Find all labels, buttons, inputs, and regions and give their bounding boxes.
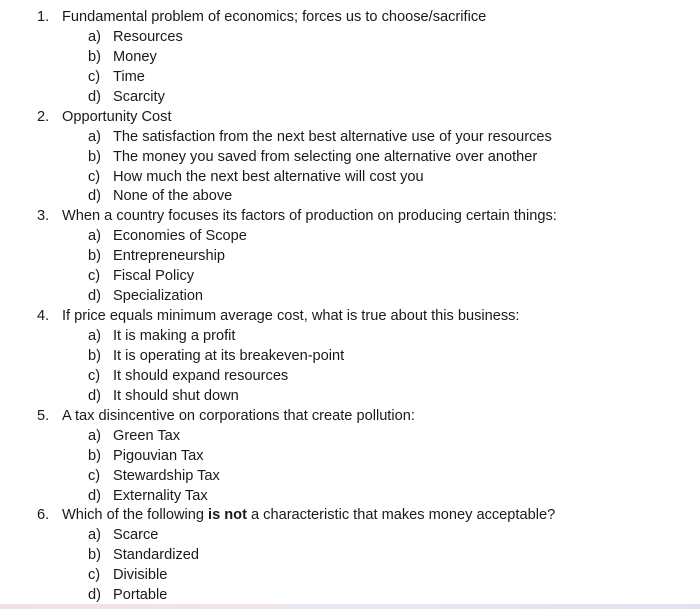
option-text: It is making a profit bbox=[113, 328, 236, 344]
option-6b bbox=[0, 546, 700, 566]
option-2c bbox=[0, 168, 700, 188]
question-text-end: a characteristic that makes money acceptable? bbox=[246, 507, 556, 524]
option-1b bbox=[0, 48, 700, 68]
option-text: Economies of Scope bbox=[113, 228, 247, 245]
question-text: A tax disincentive on corporations that create pollution: bbox=[62, 407, 415, 424]
option-text: Stewardship Tax bbox=[113, 467, 220, 484]
question-number: 3. bbox=[37, 208, 50, 225]
option-letter: b) bbox=[88, 148, 101, 165]
option-1a bbox=[0, 28, 700, 48]
option-3b bbox=[0, 247, 700, 267]
question-number: 5. bbox=[37, 407, 50, 424]
question-text: When a country focuses its factors of production on producing certain things: bbox=[62, 208, 557, 225]
question-2 bbox=[0, 108, 700, 128]
option-text: None of the above bbox=[113, 188, 233, 205]
option-letter: c) bbox=[88, 467, 101, 484]
option-letter: c) bbox=[88, 268, 101, 285]
question-number: 6. bbox=[37, 507, 50, 524]
option-letter: d) bbox=[88, 188, 101, 205]
question-6 bbox=[0, 506, 700, 526]
option-letter: b) bbox=[88, 347, 101, 364]
option-text: Scarce bbox=[113, 527, 159, 544]
option-2d bbox=[0, 187, 700, 207]
option-text: Money bbox=[113, 48, 157, 65]
question-text-emphasis: is not bbox=[208, 507, 247, 524]
option-letter: d) bbox=[88, 587, 101, 604]
option-letter: a) bbox=[88, 527, 101, 544]
option-text: Entrepreneurship bbox=[113, 248, 225, 265]
option-text: The satisfaction from the next best alternative use of your resources bbox=[113, 128, 552, 145]
option-6c bbox=[0, 566, 700, 586]
option-text: Standardized bbox=[113, 547, 200, 564]
option-letter: a) bbox=[88, 228, 101, 245]
option-3d bbox=[0, 287, 700, 307]
option-4c bbox=[0, 367, 700, 387]
question-text: Opportunity Cost bbox=[62, 108, 172, 125]
option-3a bbox=[0, 227, 700, 247]
question-4 bbox=[0, 307, 700, 327]
question-text: Fundamental problem of economics; forces us to choose/sacrifice bbox=[62, 9, 487, 25]
option-4d bbox=[0, 387, 700, 407]
option-letter: a) bbox=[88, 427, 101, 444]
option-text: Green Tax bbox=[113, 427, 181, 444]
question-3 bbox=[0, 207, 700, 227]
option-letter: a) bbox=[88, 128, 101, 145]
option-letter: a) bbox=[88, 328, 101, 344]
option-text: Time bbox=[113, 68, 145, 85]
option-4b bbox=[0, 347, 700, 367]
option-text: Pigouvian Tax bbox=[113, 447, 204, 464]
option-1d bbox=[0, 88, 700, 108]
question-5 bbox=[0, 407, 700, 427]
option-text: It should shut down bbox=[113, 387, 239, 404]
option-text: How much the next best alternative will cost you bbox=[113, 168, 424, 185]
option-text: Portable bbox=[113, 587, 168, 604]
option-text: It is operating at its breakeven-point bbox=[113, 347, 345, 364]
option-5a bbox=[0, 427, 700, 447]
option-text: Scarcity bbox=[113, 88, 165, 105]
option-letter: b) bbox=[88, 547, 101, 564]
option-letter: b) bbox=[88, 447, 101, 464]
question-number: 1. bbox=[37, 9, 50, 25]
option-4a bbox=[0, 327, 700, 347]
option-letter: a) bbox=[88, 28, 101, 45]
option-5d bbox=[0, 487, 700, 507]
option-text: Fiscal Policy bbox=[113, 268, 195, 285]
option-letter: d) bbox=[88, 487, 101, 504]
option-2b bbox=[0, 148, 700, 168]
option-text: The money you saved from selecting one alternative over another bbox=[113, 148, 538, 165]
option-text: Externality Tax bbox=[113, 487, 208, 504]
option-text: It should expand resources bbox=[113, 367, 289, 384]
option-letter: b) bbox=[88, 248, 101, 265]
option-letter: d) bbox=[88, 88, 101, 105]
question-number: 4. bbox=[37, 308, 50, 325]
bottom-edge-band bbox=[0, 604, 700, 609]
option-5b bbox=[0, 447, 700, 467]
option-letter: c) bbox=[88, 567, 101, 584]
option-letter: c) bbox=[88, 367, 101, 384]
option-text: Specialization bbox=[113, 288, 204, 305]
option-letter: b) bbox=[88, 48, 101, 65]
question-list bbox=[0, 8, 700, 606]
option-letter: c) bbox=[88, 68, 101, 85]
option-2a bbox=[0, 128, 700, 148]
option-3c bbox=[0, 267, 700, 287]
option-letter: d) bbox=[88, 387, 101, 404]
option-text: Divisible bbox=[113, 567, 168, 584]
question-1 bbox=[0, 8, 700, 28]
option-1c bbox=[0, 68, 700, 88]
question-text-start: Which of the following bbox=[62, 507, 209, 524]
option-6a bbox=[0, 526, 700, 546]
option-text: Resources bbox=[113, 28, 183, 45]
question-text: If price equals minimum average cost, what is true about this business: bbox=[62, 308, 520, 325]
question-number: 2. bbox=[37, 108, 50, 125]
option-5c bbox=[0, 467, 700, 487]
option-letter: c) bbox=[88, 168, 101, 185]
option-letter: d) bbox=[88, 288, 101, 305]
question-text bbox=[62, 506, 555, 526]
